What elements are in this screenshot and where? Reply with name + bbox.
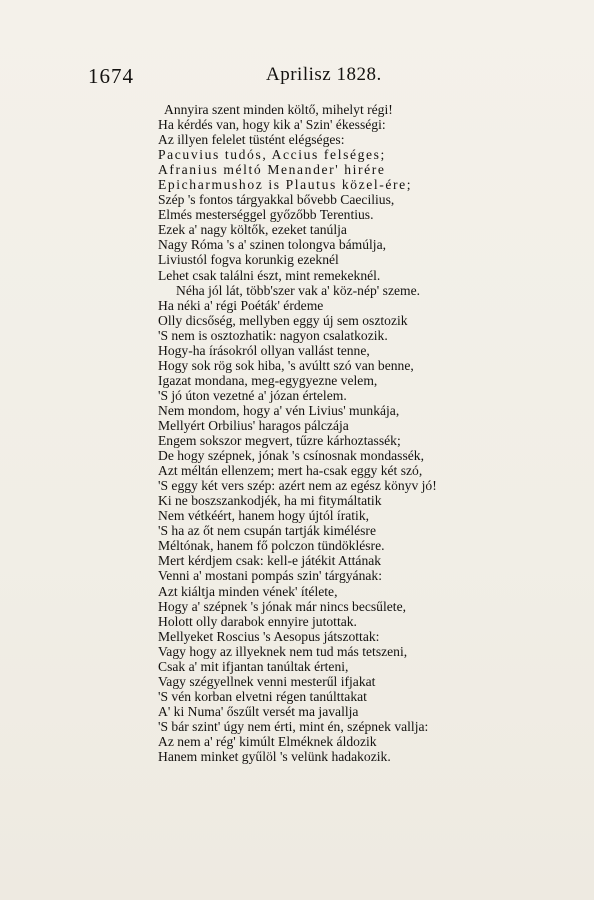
verse-line: Azt méltán ellenzem; mert ha-csak eggy két szó, — [158, 463, 423, 479]
verse-line: Annyira szent minden költő, mihelyt régi! — [164, 102, 393, 117]
verse-line: 'S ha az őt nem csupán tartják kimélésre — [158, 523, 376, 539]
verse-line: Csak a' mit ifjantan tanúltak érteni, — [158, 658, 349, 674]
verse-line: Nagy Róma 's a' szinen tolongva bámúlja, — [158, 237, 387, 253]
verse-line: 'S vén korban elvetni régen tanúlttakat — [158, 688, 367, 704]
running-title: Aprilisz 1828. — [266, 64, 382, 85]
verse-line: De hogy szépnek, jónak 's csínosnak mondassék, — [158, 448, 424, 464]
verse-line: Lehet csak találni észt, mint remekeknél. — [158, 267, 381, 283]
verse-line: A' ki Numa' őszűlt versét ma javallja — [158, 703, 359, 719]
verse-line: Holott olly darabok ennyire jutottak. — [158, 613, 357, 629]
verse-line: Epicharmushoz is Plautus közel-ére; — [158, 177, 413, 193]
verse-line: Nem mondom, hogy a' vén Livius' munkája, — [158, 402, 400, 418]
verse-line: Hogy sok rög sok hiba, 's avúltt szó van benne, — [158, 357, 414, 373]
verse-line: Igazat mondana, meg-egygyezne velem, — [158, 372, 378, 388]
page-number: 1674 — [88, 64, 134, 88]
verse-line: Venni a' mostani pompás szin' tárgyának: — [158, 568, 382, 584]
verse-line: Mert kérdjem csak: kell-e játékit Attának — [158, 553, 382, 569]
verse-line: Pacuvius tudós, Accius felséges; — [158, 147, 386, 163]
verse-line: Mellyeket Roscius 's Aesopus játszottak: — [158, 628, 380, 644]
verse-line: Vagy hogy az illyeknek nem tud más tetszeni, — [158, 643, 408, 659]
verse-line: Engem sokszor megvert, tűzre kárhoztassék; — [158, 433, 401, 449]
verse-line: 'S bár szint' úgy nem érti, mint én, szépnek vallja: — [158, 718, 429, 734]
verse-line: Az illyen felelet tüstént elégséges: — [158, 132, 345, 148]
verse-line: Szép 's fontos tárgyakkal bővebb Caecilius, — [158, 192, 395, 208]
verse-line: Az nem a' rég' kimúlt Elméknek áldozik — [158, 733, 377, 749]
poem-text — [158, 102, 578, 764]
verse-line: Mellyért Orbilius' haragos pálczája — [158, 417, 349, 433]
verse-line: Vagy szégyellnek venni mesterűl ifjakat — [158, 673, 376, 689]
verse-line: Nem vétkéért, hanem hogy újtól íratik, — [158, 508, 370, 524]
verse-line: Hogy a' szépnek 's jónak már nincs becsűlete, — [158, 598, 406, 614]
verse-line: Ha kérdés van, hogy kik a' Szin' ékességi: — [158, 117, 386, 133]
verse-line: 'S nem is osztozhatik: nagyon csalatkozik. — [158, 327, 388, 343]
verse-line: Azt kiáltja minden vének' ítélete, — [158, 583, 338, 599]
verse-line: Hanem minket gyűlöl 's velünk hadakozik. — [158, 749, 391, 765]
page-header — [0, 64, 594, 94]
verse-line: Néha jól lát, több'szer vak a' köz-nép' szeme. — [176, 282, 421, 298]
verse-line: 'S jó úton vezetné a' józan értelem. — [158, 387, 347, 403]
verse-line: Elmés mesterséggel győzőbb Terentius. — [158, 207, 374, 223]
verse-line: 'S eggy két vers szép: azért nem az egész könyv jó! — [158, 478, 437, 494]
verse-line: Ki ne boszszankodjék, ha mi fitymáltatik — [158, 493, 382, 509]
verse-line: Ezek a' nagy költők, ezeket tanúlja — [158, 222, 347, 238]
verse-line: Olly dicsőség, mellyben eggy új sem osztozik — [158, 312, 408, 328]
verse-line: Méltónak, hanem fő polczon tündöklésre. — [158, 538, 385, 554]
verse-line: Hogy-ha írásokról ollyan vallást tenne, — [158, 342, 370, 358]
verse-line: Afranius méltó Menander' hirére — [158, 162, 386, 178]
verse-line: Ha néki a' régi Poéták' érdeme — [158, 297, 324, 313]
verse-line: Liviustól fogva korunkig ezeknél — [158, 252, 339, 268]
